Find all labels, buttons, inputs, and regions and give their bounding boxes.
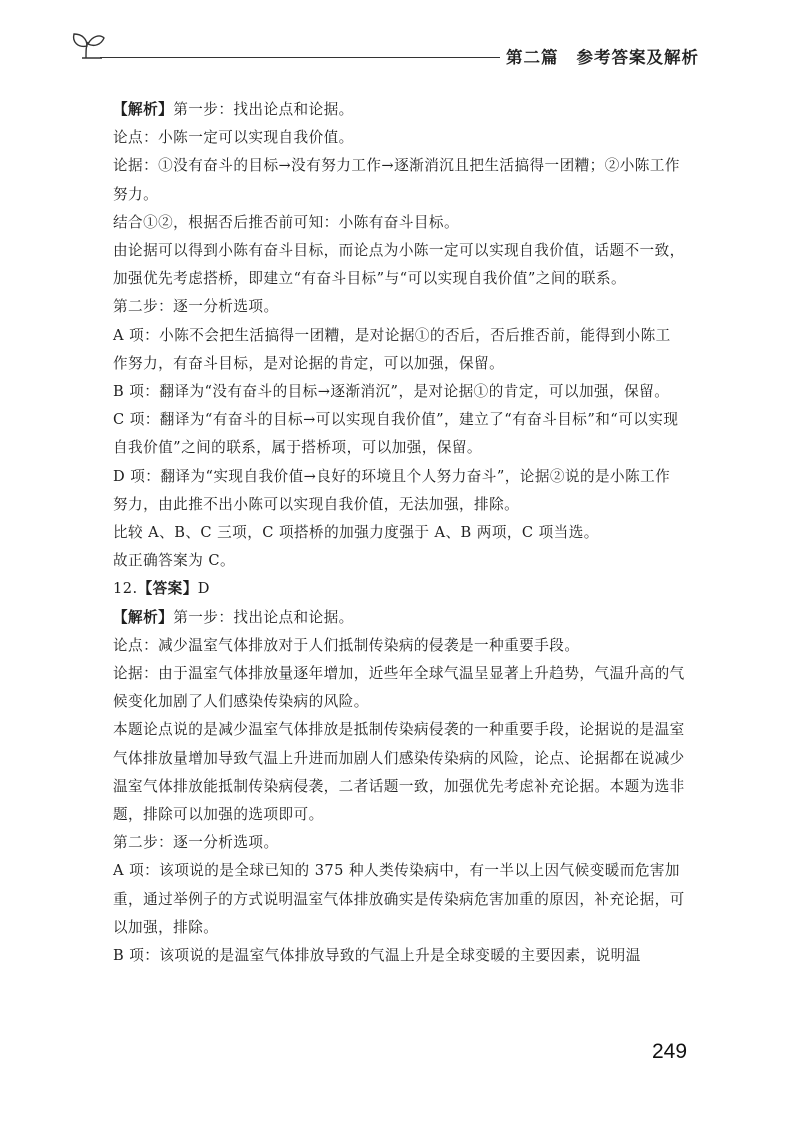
paragraph-text: 第一步：找出论点和论据。 <box>173 608 354 626</box>
header-title <box>506 44 766 68</box>
header-part: 第二篇 <box>506 48 559 67</box>
paragraph <box>113 152 685 208</box>
paragraph <box>113 829 685 857</box>
bracket-label: 【解析】 <box>113 101 174 118</box>
paragraph-text: 第二步：逐一分析选项。 <box>113 298 279 316</box>
paragraph-text: B 项：该项说的是温室气体排放导致的气温上升是全球变暖的主要因素，说明温 <box>113 947 641 965</box>
paragraph-text: 故正确答案为 C。 <box>113 552 236 570</box>
paragraph-text: 第二步：逐一分析选项。 <box>113 834 279 852</box>
paragraph <box>113 124 685 152</box>
paragraph-text: 论据：由于温室气体排放量逐年增加，近些年全球气温呈显著上升趋势，气温升高的气候变化加剧了人们感染传染病的风险。 <box>113 665 685 711</box>
paragraph <box>113 604 685 632</box>
paragraph-text: D <box>197 580 210 598</box>
page-body <box>113 96 685 970</box>
paragraph <box>113 209 685 237</box>
paragraph-text: C 项：翻译为“有奋斗的目标→可以实现自我价值”，建立了“有奋斗目标”和“可以实现自我价值”之间的联系，属于搭桥项，可以加强，保留。 <box>113 411 679 457</box>
paragraph-text: 本题论点说的是减少温室气体排放是抵制传染病侵袭的一种重要手段，论据说的是温室气体排放量增加导致气温上升进而加剧人们感染传染病的风险，论点、论据都在说减少温室气体排放能抵制传染病侵袭，二者话题一致，加强优先考虑补充论据。本题为选非题，排除可以加强的选项即可。 <box>113 721 685 824</box>
paragraph <box>113 857 685 942</box>
header-rule <box>100 57 500 58</box>
page-header <box>0 0 800 80</box>
paragraph <box>113 519 685 547</box>
question-number: 12. <box>113 580 138 598</box>
page-number: 249 <box>652 1040 688 1063</box>
paragraph-text: B 项：翻译为“没有奋斗的目标→逐渐消沉”，是对论据①的肯定，可以加强，保留。 <box>113 383 670 401</box>
paragraph-text: 结合①②，根据否后推否前可知：小陈有奋斗目标。 <box>113 213 460 231</box>
paragraph-text: A 项：小陈不会把生活搞得一团糟，是对论据①的否后，否后推否前，能得到小陈工作努力，有奋斗目标，是对论据的肯定，可以加强，保留。 <box>113 326 671 372</box>
paragraph <box>113 942 685 970</box>
paragraph <box>113 406 685 462</box>
paragraph <box>113 547 685 575</box>
paragraph-text: 论点：减少温室气体排放对于人们抵制传染病的侵袭是一种重要手段。 <box>113 636 580 654</box>
paragraph <box>113 632 685 660</box>
paragraph <box>113 378 685 406</box>
paragraph <box>113 322 685 378</box>
sprout-icon <box>68 26 108 66</box>
paragraph-text: 论据：①没有奋斗的目标→没有努力工作→逐渐消沉且把生活搞得一团糟；②小陈工作努力。 <box>113 157 680 203</box>
paragraph <box>113 716 685 829</box>
paragraph-text: A 项：该项说的是全球已知的 375 种人类传染病中，有一半以上因气候变暖而危害加重，通过举例子的方式说明温室气体排放确实是传染病危害加重的原因，补充论据，可以加强，排除。 <box>113 862 685 936</box>
header-section: 参考答案及解析 <box>576 48 699 67</box>
paragraph-text: 论点：小陈一定可以实现自我价值。 <box>113 129 354 147</box>
bracket-label: 【答案】 <box>137 580 198 598</box>
paragraph <box>113 237 685 293</box>
paragraph-text: 由论据可以得到小陈有奋斗目标，而论点为小陈一定可以实现自我价值，话题不一致，加强优先考虑搭桥，即建立“有奋斗目标”与“可以实现自我价值”之间的联系。 <box>113 242 685 288</box>
paragraph <box>113 575 685 603</box>
paragraph <box>113 293 685 321</box>
bracket-label: 【解析】 <box>113 608 174 626</box>
paragraph <box>113 463 685 519</box>
paragraph-text: 比较 A、B、C 三项，C 项搭桥的加强力度强于 A、B 两项，C 项当选。 <box>113 524 599 542</box>
paragraph <box>113 96 685 124</box>
paragraph-text: D 项：翻译为“实现自我价值→良好的环境且个人努力奋斗”，论据②说的是小陈工作努力，由此推不出小陈可以实现自我价值，无法加强，排除。 <box>113 467 671 513</box>
paragraph-text: 第一步：找出论点和论据。 <box>173 101 354 118</box>
paragraph <box>113 660 685 716</box>
